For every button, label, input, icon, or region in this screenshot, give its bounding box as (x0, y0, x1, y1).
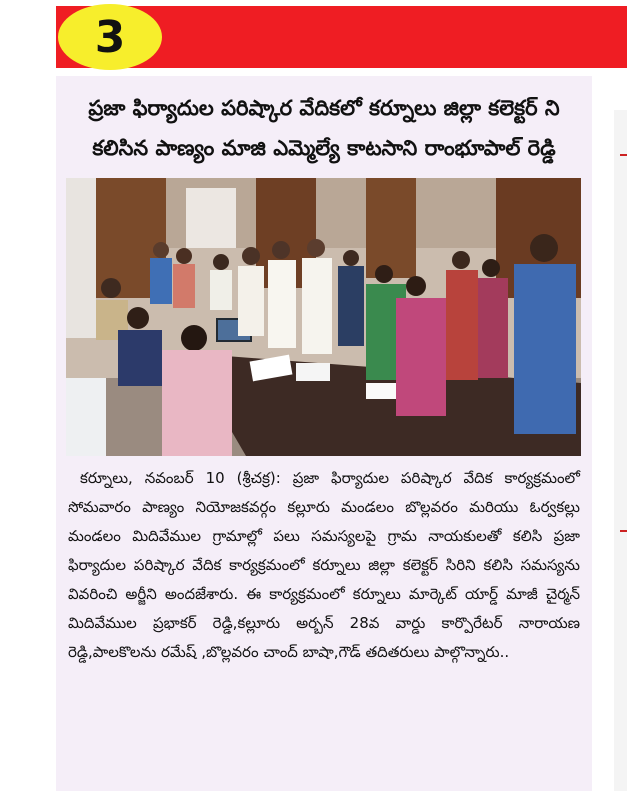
article-headline (56, 88, 592, 168)
adjacent-column-edge (614, 110, 627, 791)
photo-illustration (66, 178, 581, 456)
headline-line-2: కలిసిన పాణ్యం మాజి ఎమ్మెల్యే కాటసాని రాంభూపాల్ రెడ్డి (92, 136, 556, 160)
article-photo (66, 178, 581, 456)
edge-mark (620, 530, 627, 532)
edge-mark (620, 154, 627, 156)
page-number-badge: 3 (58, 4, 162, 70)
headline-line-1: ప్రజా ఫిర్యాదుల పరిష్కార వేదికలో కర్నూలు జిల్లా కలెక్టర్ ని (88, 96, 560, 120)
news-article (56, 76, 592, 791)
article-body: కర్నూలు, నవంబర్ 10 (శ్రీచక్ర): ప్రజా ఫిర్యాదుల పరిష్కార వేదిక కార్యక్రమంలో సోమవారం పాణ్యం నియోజకవర్గం కల్లూరు మండలం బొల్లవరం మరియు ఓర్వకల్లు మండలం మిదివేముల గ్రామాల్లో పలు సమస్యలపై గ్రామ నాయకులతో కలిసి ప్రజా ఫిర్యాదుల పరిష్కార వేదిక కార్యక్రమంలో కర్నూలు జిల్లా కలెక్టర్ సిరిని కలిసి సమస్యను వివరించి అర్జీని అందజేశారు. ఈ కార్యక్రమంలో కర్నూలు మార్కెట్ యార్డ్ మాజీ చైర్మన్ మిదివేముల ప్రభాకర్ రెడ్డి,కల్లూరు అర్బన్ 28వ వార్డు కార్పొరేటర్ నారాయణ రెడ్డి,పాలకొలను రమేష్ ,బొల్లవరం చాంద్ బాషా,గౌడ్ తదితరులు పాల్గొన్నారు.. (68, 469, 580, 661)
